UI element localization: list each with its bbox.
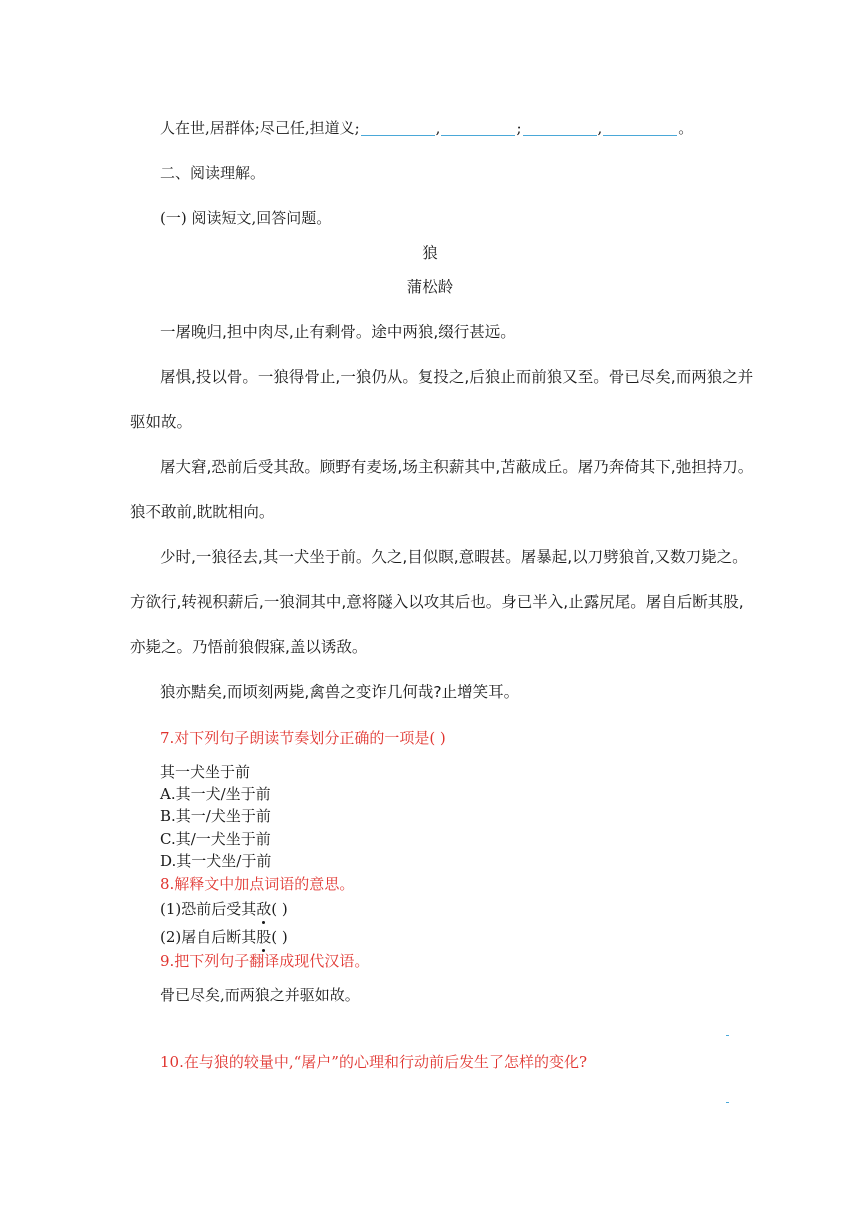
q8-item-2-text: (2)屠自后断其 <box>160 928 257 946</box>
passage-line: 一屠晚归,担中肉尽,止有剩骨。途中两狼,缀行甚远。 <box>160 323 516 341</box>
q7-sentence: 其一犬坐于前 <box>160 763 251 781</box>
passage-line: 屠大窘,恐前后受其敌。顾野有麦场,场主积薪其中,苫蔽成丘。屠乃奔倚其下,弛担持刀。 <box>160 458 754 476</box>
question-9: 9.把下列句子翻译成现代汉语。 <box>160 952 370 970</box>
fill-prefix: 人在世,居群体;尽己任,担道义; <box>160 119 360 137</box>
sep-3: , <box>597 119 603 137</box>
passage-line: 狼亦黠矣,而顷刻两毙,禽兽之变诈几何哉?止增笑耳。 <box>160 683 520 701</box>
passage-line: 方欲行,转视积薪后,一狼洞其中,意将隧入以攻其后也。身已半入,止露尻尾。屠自后断其股, <box>130 593 744 611</box>
q7-option-d[interactable]: D.其一犬坐/于前 <box>160 852 272 870</box>
blank-4[interactable] <box>603 119 677 136</box>
passage-author: 蒲松龄 <box>406 278 454 296</box>
answer-line-marker <box>726 1035 729 1036</box>
passage-line: 驱如故。 <box>130 413 193 431</box>
question-7: 7.对下列句子朗读节奏划分正确的一项是( ) <box>160 729 446 747</box>
q9-sentence: 骨已尽矣,而两狼之并驱如故。 <box>160 986 360 1004</box>
q8-item-2-paren[interactable]: ( ) <box>271 928 288 946</box>
section-heading: 二、阅读理解。 <box>160 164 266 182</box>
answer-line-marker <box>726 1102 729 1103</box>
passage-line: 狼不敢前,眈眈相向。 <box>130 503 275 521</box>
fill-blank-line <box>160 118 693 138</box>
passage-title: 狼 <box>422 244 438 262</box>
dotted-word: 股 <box>256 928 272 946</box>
sep-1: , <box>435 119 441 137</box>
blank-3[interactable] <box>523 119 597 136</box>
part-instruction: (一) 阅读短文,回答问题。 <box>160 209 332 227</box>
q7-option-a[interactable]: A.其一犬/坐于前 <box>160 785 271 803</box>
passage-line: 屠惧,投以骨。一狼得骨止,一狼仍从。复投之,后狼止而前狼又至。骨已尽矣,而两狼之并 <box>160 368 754 386</box>
q7-option-c[interactable]: C.其/一犬坐于前 <box>160 830 271 848</box>
q8-item-2 <box>160 927 288 947</box>
q8-item-1 <box>160 899 288 919</box>
q8-item-1-paren[interactable]: ( ) <box>271 900 288 918</box>
question-10: 10.在与狼的较量中,“屠户”的心理和行动前后发生了怎样的变化? <box>160 1053 588 1071</box>
blank-2[interactable] <box>441 119 515 136</box>
q8-item-1-text: (1)恐前后受其 <box>160 900 257 918</box>
q7-option-b[interactable]: B.其一/犬坐于前 <box>160 807 271 825</box>
passage-line: 少时,一狼径去,其一犬坐于前。久之,目似瞑,意暇甚。屠暴起,以刀劈狼首,又数刀毙之。 <box>160 548 748 566</box>
question-8: 8.解释文中加点词语的意思。 <box>160 875 355 893</box>
dotted-word: 敌 <box>256 900 272 918</box>
blank-1[interactable] <box>361 119 435 136</box>
fill-end: 。 <box>678 119 694 137</box>
sep-2: ; <box>516 119 522 137</box>
passage-line: 亦毙之。乃悟前狼假寐,盖以诱敌。 <box>130 638 368 656</box>
